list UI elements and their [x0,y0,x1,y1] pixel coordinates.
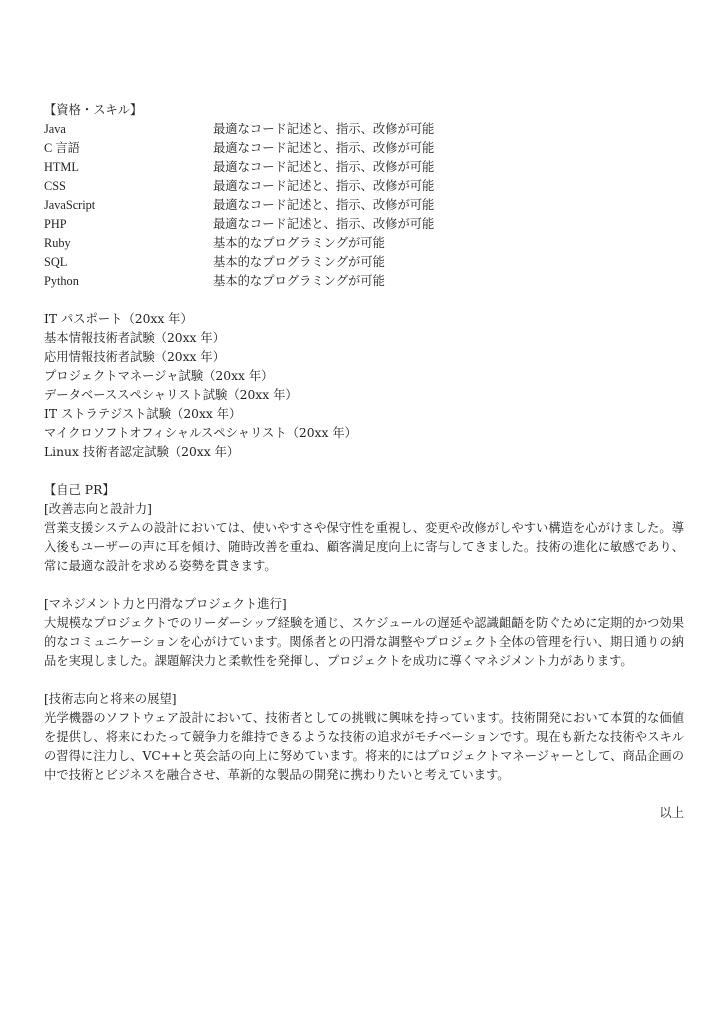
skill-row [44,139,684,158]
skill-row [44,177,684,196]
spacer [44,462,684,481]
spacer [44,576,684,595]
skill-description: 最適なコード記述と、指示、改修が可能 [213,179,435,193]
skill-description: 基本的なプログラミングが可能 [213,255,385,269]
closing-text: 以上 [659,806,684,820]
pr-block-title: [技術志向と将来の展望] [44,692,177,706]
spacer [44,291,684,310]
pr-block-body: 光学機器のソフトウェア設計において、技術者としての挑戦に興味を持っています。技術開発において本質的な価値を提供し、将来にわたって競争力を維持できるような技術の追求がモチベーションです。現在も新たな技術やスキルの習得に注力し、VC++と英会話の向上に努めています。将来的にはプロジェクトマネージャーとして、商品企画の中で技術とビジネスを融合させ、革新的な製品の開発に携わりたいと考えています。 [44,711,684,782]
pr-block [44,500,684,576]
certification-item: Linux 技術者認定試験（20xx 年） [44,445,240,459]
pr-block [44,595,684,671]
skills-list [44,120,684,291]
skill-row [44,158,684,177]
skill-row [44,120,684,139]
resume-page [44,101,684,823]
skill-row [44,253,684,272]
skill-row [44,196,684,215]
skill-name: JavaScript [44,198,96,212]
certification-item: IT ストラテジスト試験（20xx 年） [44,407,242,421]
skill-description: 最適なコード記述と、指示、改修が可能 [213,217,435,231]
skill-name: SQL [44,255,68,269]
skill-name: Ruby [44,236,71,250]
certification-item: 基本情報技術者試験（20xx 年） [44,331,225,345]
pr-heading: 【自己 PR】 [44,483,115,497]
skill-row [44,234,684,253]
skill-name: HTML [44,160,79,174]
skill-name: Python [44,274,79,288]
skill-name: C 言語 [44,141,80,155]
pr-block-title: [改善志向と設計力] [44,502,152,516]
skill-description: 基本的なプログラミングが可能 [213,236,385,250]
skill-description: 最適なコード記述と、指示、改修が可能 [213,160,435,174]
certification-item: マイクロソフトオフィシャルスペシャリスト（20xx 年） [44,426,357,440]
skill-name: PHP [44,217,67,231]
certifications-list [44,310,684,462]
skill-description: 最適なコード記述と、指示、改修が可能 [213,198,435,212]
skill-name: Java [44,122,66,136]
skill-description: 最適なコード記述と、指示、改修が可能 [213,122,435,136]
certification-item: IT パスポート（20xx 年） [44,312,193,326]
skill-description: 最適なコード記述と、指示、改修が可能 [213,141,435,155]
skill-row [44,215,684,234]
skill-name: CSS [44,179,66,193]
skill-description: 基本的なプログラミングが可能 [213,274,385,288]
skill-row [44,272,684,291]
pr-block-title: [マネジメント力と円滑なプロジェクト進行] [44,597,287,611]
spacer [44,671,684,690]
pr-block-body: 営業支援システムの設計においては、使いやすさや保守性を重視し、変更や改修がしやすい構造を心がけました。導入後もユーザーの声に耳を傾け、随時改善を重ね、顧客満足度向上に寄与してきました。技術の進化に敏感であり、常に最適な設計を求める姿勢を貫きます。 [44,521,684,573]
certification-item: プロジェクトマネージャ試験（20xx 年） [44,369,274,383]
certification-item: データベーススペシャリスト試験（20xx 年） [44,388,298,402]
pr-block [44,690,684,785]
pr-block-body: 大規模なプロジェクトでのリーダーシップ経験を通じ、スケジュールの遅延や認識齟齬を防ぐために定期的かつ効果的なコミュニケーションを心がけています。関係者との円滑な調整やプロジェクト全体の管理を行い、期日通りの納品を実現しました。課題解決力と柔軟性を発揮し、プロジェクトを成功に導くマネジメント力があります。 [44,616,684,668]
skills-heading: 【資格・スキル】 [44,103,143,117]
certification-item: 応用情報技術者試験（20xx 年） [44,350,225,364]
